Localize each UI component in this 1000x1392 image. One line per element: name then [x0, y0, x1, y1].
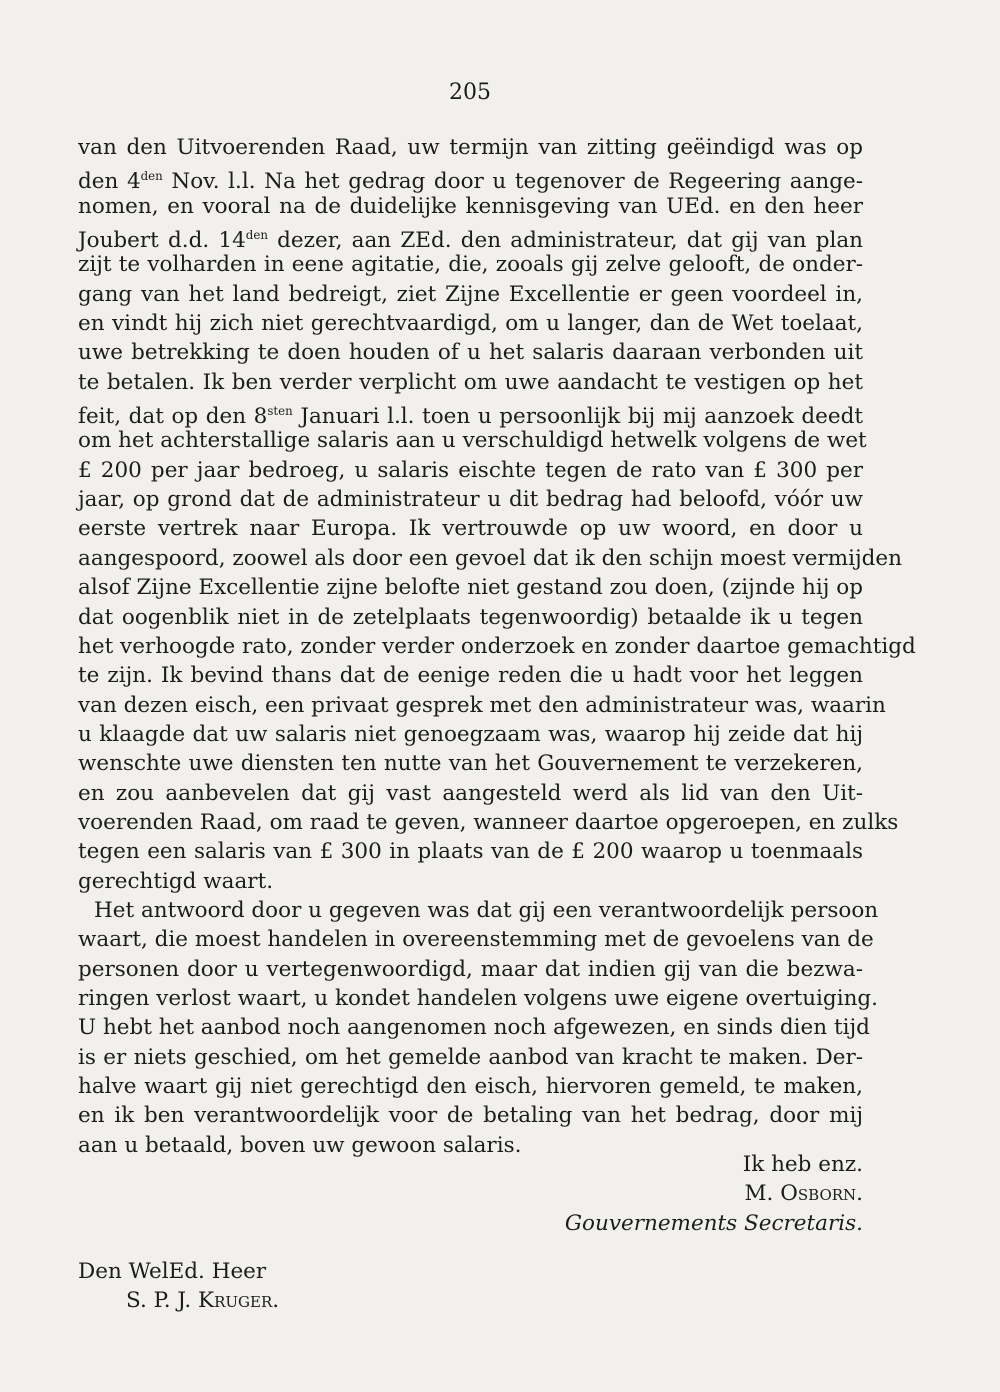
addressee-name: Kruger.	[198, 1288, 280, 1314]
text-line: U hebt het aanbod noch aangenomen noch afgewezen, en sinds dien tijd	[78, 1015, 870, 1041]
signature-title: Gouvernements Secretaris.	[564, 1210, 863, 1236]
text-line: om het achterstallige salaris aan u verschuldigd hetwelk volgens de wet	[78, 428, 867, 454]
text-line: gerechtigd waart.	[78, 868, 274, 894]
text-line: gang van het land bedreigt, ziet Zijne Excellentie er geen voordeel in,	[78, 281, 863, 307]
text-line: te zijn. Ik bevind thans dat de eenige reden die u hadt voor het leggen	[78, 663, 863, 689]
addressee-salutation: Den WelEd. Heer	[78, 1259, 267, 1284]
text-line: nomen, en vooral na de duidelijke kennisgeving van UEd. en den heer	[78, 193, 863, 219]
signature-name: Osborn.	[780, 1181, 863, 1207]
text-line: halve waart gij niet gerechtigd den eisch, hiervoren gemeld, te maken,	[78, 1074, 863, 1099]
text-line: en ik ben verantwoordelijk voor de betaling van het bedrag, door mij	[78, 1103, 863, 1129]
text-line: te betalen. Ik ben verder verplicht om uwe aandacht te vestigen op het	[78, 369, 863, 395]
text-line: uwe betrekking te doen houden of u het salaris daaraan verbonden uit	[78, 340, 863, 366]
text-line: den $4^{den}$ Nov. l.l. Na het gedrag door u tegenover de Regeering aange-	[78, 169, 864, 195]
text-line: aangespoord, zoowel als door een gevoel dat ik den schijn moest vermijden	[78, 545, 902, 571]
text-line: voerenden Raad, om raad te geven, wanneer daartoe opgeroepen, en zulks	[78, 809, 899, 835]
addressee-name-line	[78, 1286, 279, 1315]
signature	[565, 1179, 863, 1208]
signoff	[565, 1150, 863, 1238]
text-line: Het antwoord door u gegeven was dat gij een verantwoordelijk persoon	[94, 897, 879, 923]
text-line: alsof Zijne Excellentie zijne belofte niet gestand zou doen, (zijnde hij op	[78, 575, 863, 601]
text-line: het verhoogde rato, zonder verder onderzoek en zonder daartoe gemachtigd	[78, 633, 916, 659]
page-number: 205	[449, 80, 491, 105]
text-line: Joubert d.d. $14^{den}$ dezer, aan ZEd. den administrateur, dat gij van plan	[78, 228, 864, 254]
text-line: u klaagde dat uw salaris niet genoegzaam was, waarop hij zeide dat hij	[78, 721, 863, 747]
text-line: is er niets geschied, om het gemelde aanbod van kracht te maken. Der-	[78, 1044, 863, 1070]
text-line: van dezen eisch, een privaat gesprek met den administrateur was, waarin	[78, 692, 886, 718]
text-line: ringen verlost waart, u kondet handelen volgens uwe eigene overtuiging.	[78, 985, 879, 1011]
text-line: dat oogenblik niet in de zetelplaats tegenwoordig) betaalde ik u tegen	[78, 604, 863, 630]
closing-formula: Ik heb enz.	[742, 1152, 863, 1177]
text-line: zijt te volharden in eene agitatie, die, zooals gij zelve gelooft, de onder-	[78, 252, 863, 278]
text-line: £ 200 per jaar bedroeg, u salaris eischte tegen de rato van £ 300 per	[78, 457, 863, 483]
text-line: personen door u vertegenwoordigd, maar dat indien gij van die bezwa-	[78, 956, 863, 982]
text-line: jaar, op grond dat de administrateur u dit bedrag had beloofd, vóór uw	[78, 487, 863, 513]
text-line: eerste vertrek naar Europa. Ik vertrouwde op uw woord, en door u	[78, 516, 863, 542]
letter-body	[78, 133, 916, 1160]
addressee	[78, 1257, 279, 1316]
text-line: feit, dat op den $8^{sten}$ Januari l.l. toen u persoonlijk bij mij aanzoek deedt	[78, 404, 863, 430]
addressee-initials: S. P. J.	[126, 1288, 199, 1314]
text-line: tegen een salaris van £ 300 in plaats van de £ 200 waarop u toenmaals	[78, 839, 863, 865]
signature-initial: M.	[744, 1181, 781, 1207]
paragraph-2	[78, 896, 879, 1160]
text-line: en vindt hij zich niet gerechtvaardigd, om u langer, dan de Wet toelaat,	[78, 311, 863, 337]
text-line: aan u betaald, boven uw gewoon salaris.	[78, 1132, 522, 1158]
text-line: wenschte uwe diensten ten nutte van het Gouvernement te verzekeren,	[78, 751, 863, 777]
text-line: en zou aanbevelen dat gij vast aangesteld werd als lid van den Uit-	[78, 780, 863, 806]
paragraph-1	[78, 133, 916, 896]
text-line: van den Uitvoerenden Raad, uw termijn van zitting geëindigd was op	[78, 135, 863, 160]
text-line: waart, die moest handelen in overeenstemming met de gevoelens van de	[78, 927, 874, 953]
